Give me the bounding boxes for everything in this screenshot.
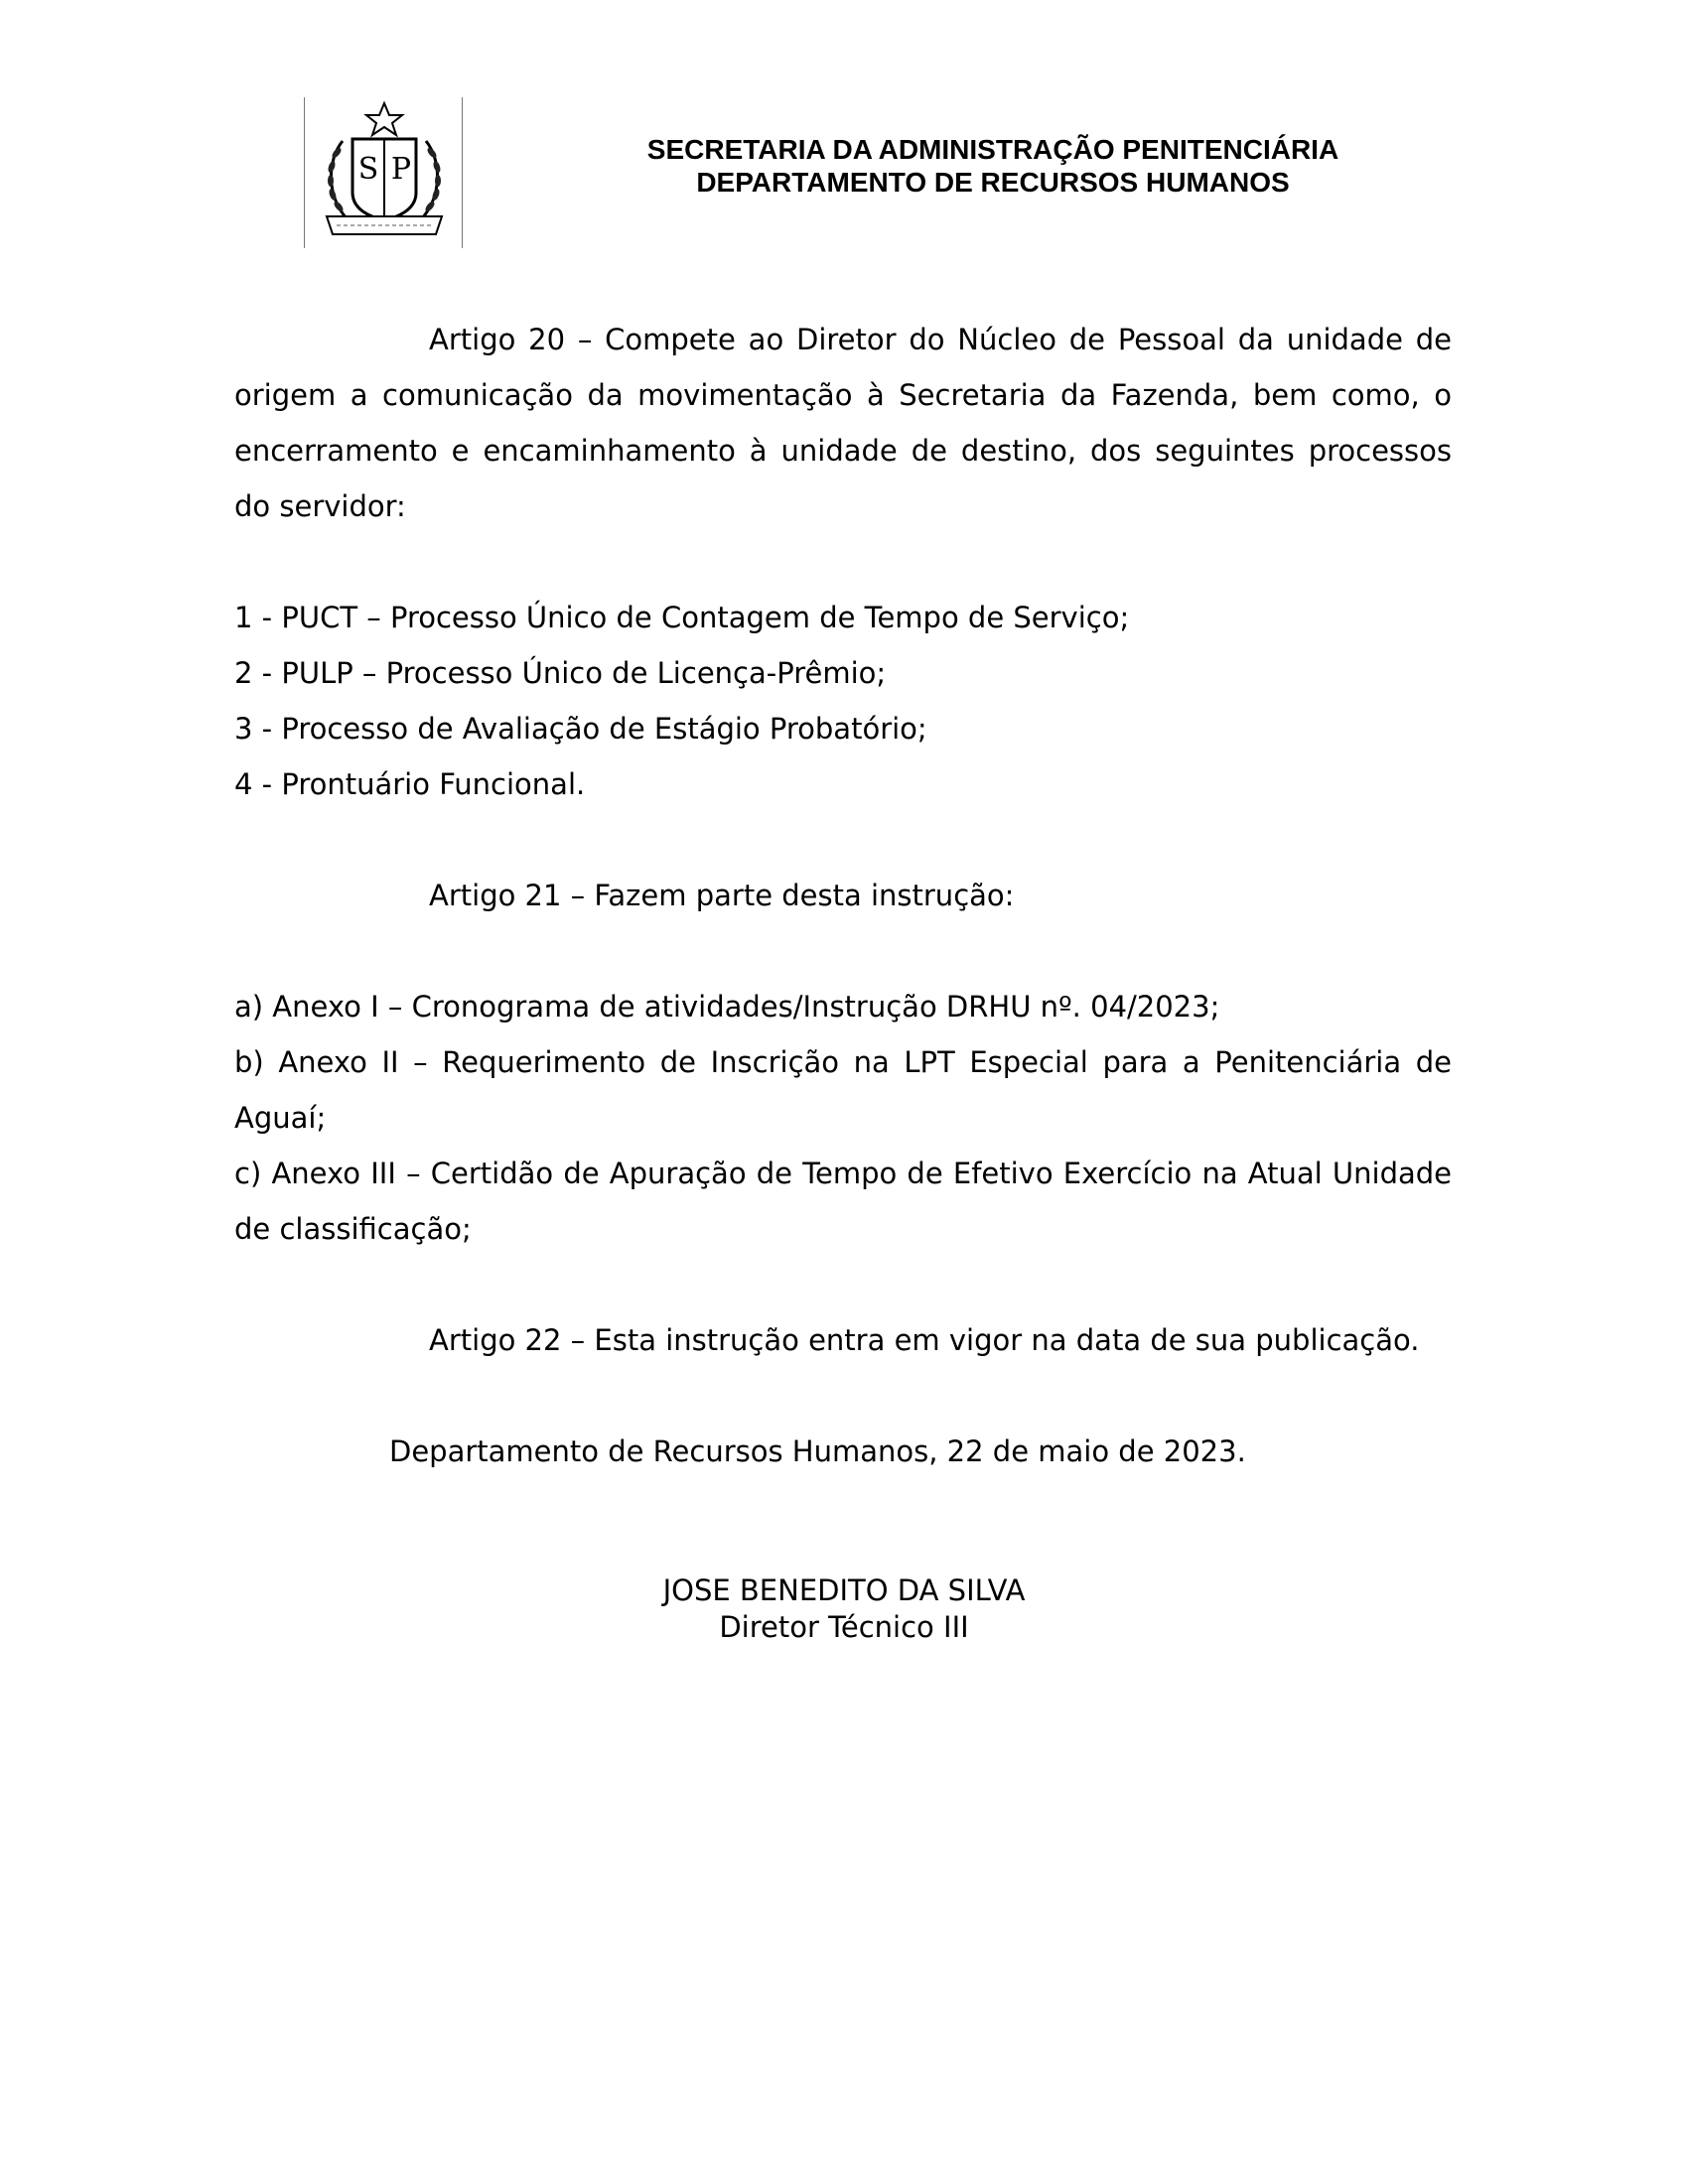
svg-text:P: P — [390, 152, 412, 187]
svg-text:S: S — [357, 152, 379, 187]
header-secretaria: SECRETARIA DA ADMINISTRAÇÃO PENITENCIÁRIA — [646, 134, 1339, 165]
anexo-c — [234, 1146, 1452, 1257]
artigo-20-line-1: Artigo 20 – Compete ao Diretor do Núcleo de Pessoal da unidade — [429, 323, 1403, 356]
anexo-b — [234, 1034, 1452, 1146]
document-header — [556, 133, 1430, 199]
header-departamento: DEPARTAMENTO DE RECURSOS HUMANOS — [696, 167, 1290, 198]
processo-item: 2 - PULP – Processo Único de Licença-Prêmio; — [234, 656, 887, 690]
artigo-22: Artigo 22 – Esta instrução entra em vigor na data de sua publicação. — [429, 1323, 1420, 1357]
artigo-21: Artigo 21 – Fazem parte desta instrução: — [429, 879, 1015, 912]
anexo-b-line-1: b) Anexo II – Requerimento de Inscrição na LPT Especial para a Penitenciária de — [234, 1045, 1452, 1079]
artigo-20-line-3: o encerramento e encaminhamento à unidade de destino, dos seguintes — [234, 378, 1452, 468]
date-line: Departamento de Recursos Humanos, 22 de maio de 2023. — [389, 1434, 1246, 1468]
processo-item: 1 - PUCT – Processo Único de Contagem de Tempo de Serviço; — [234, 601, 1130, 634]
processo-item: 3 - Processo de Avaliação de Estágio Probatório; — [234, 712, 927, 746]
signatory-name: JOSE BENEDITO DA SILVA — [662, 1573, 1026, 1607]
sao-paulo-coat-of-arms-icon — [313, 101, 456, 242]
anexo-a: a) Anexo I – Cronograma de atividades/Instrução DRHU nº. 04/2023; — [234, 990, 1220, 1024]
logo-box — [304, 97, 463, 248]
anexo-c-line-2: Unidade de classificação; — [234, 1157, 1453, 1246]
artigo-20 — [234, 312, 1452, 534]
signatory-title: Diretor Técnico III — [719, 1610, 969, 1644]
artigo-20-line-4: processos do servidor: — [234, 434, 1452, 523]
artigo-20-line-2: de origem a comunicação da movimentação à Secretaria da Fazenda, bem como, — [234, 323, 1453, 412]
anexo-c-line-1: c) Anexo III – Certidão de Apuração de Tempo de Efetivo Exercício na Atual — [234, 1157, 1323, 1190]
processo-item: 4 - Prontuário Funcional. — [234, 767, 586, 801]
anexo-b-line-2: Aguaí; — [234, 1101, 327, 1135]
document-body — [234, 312, 1452, 1479]
signature-block — [596, 1572, 1092, 1646]
